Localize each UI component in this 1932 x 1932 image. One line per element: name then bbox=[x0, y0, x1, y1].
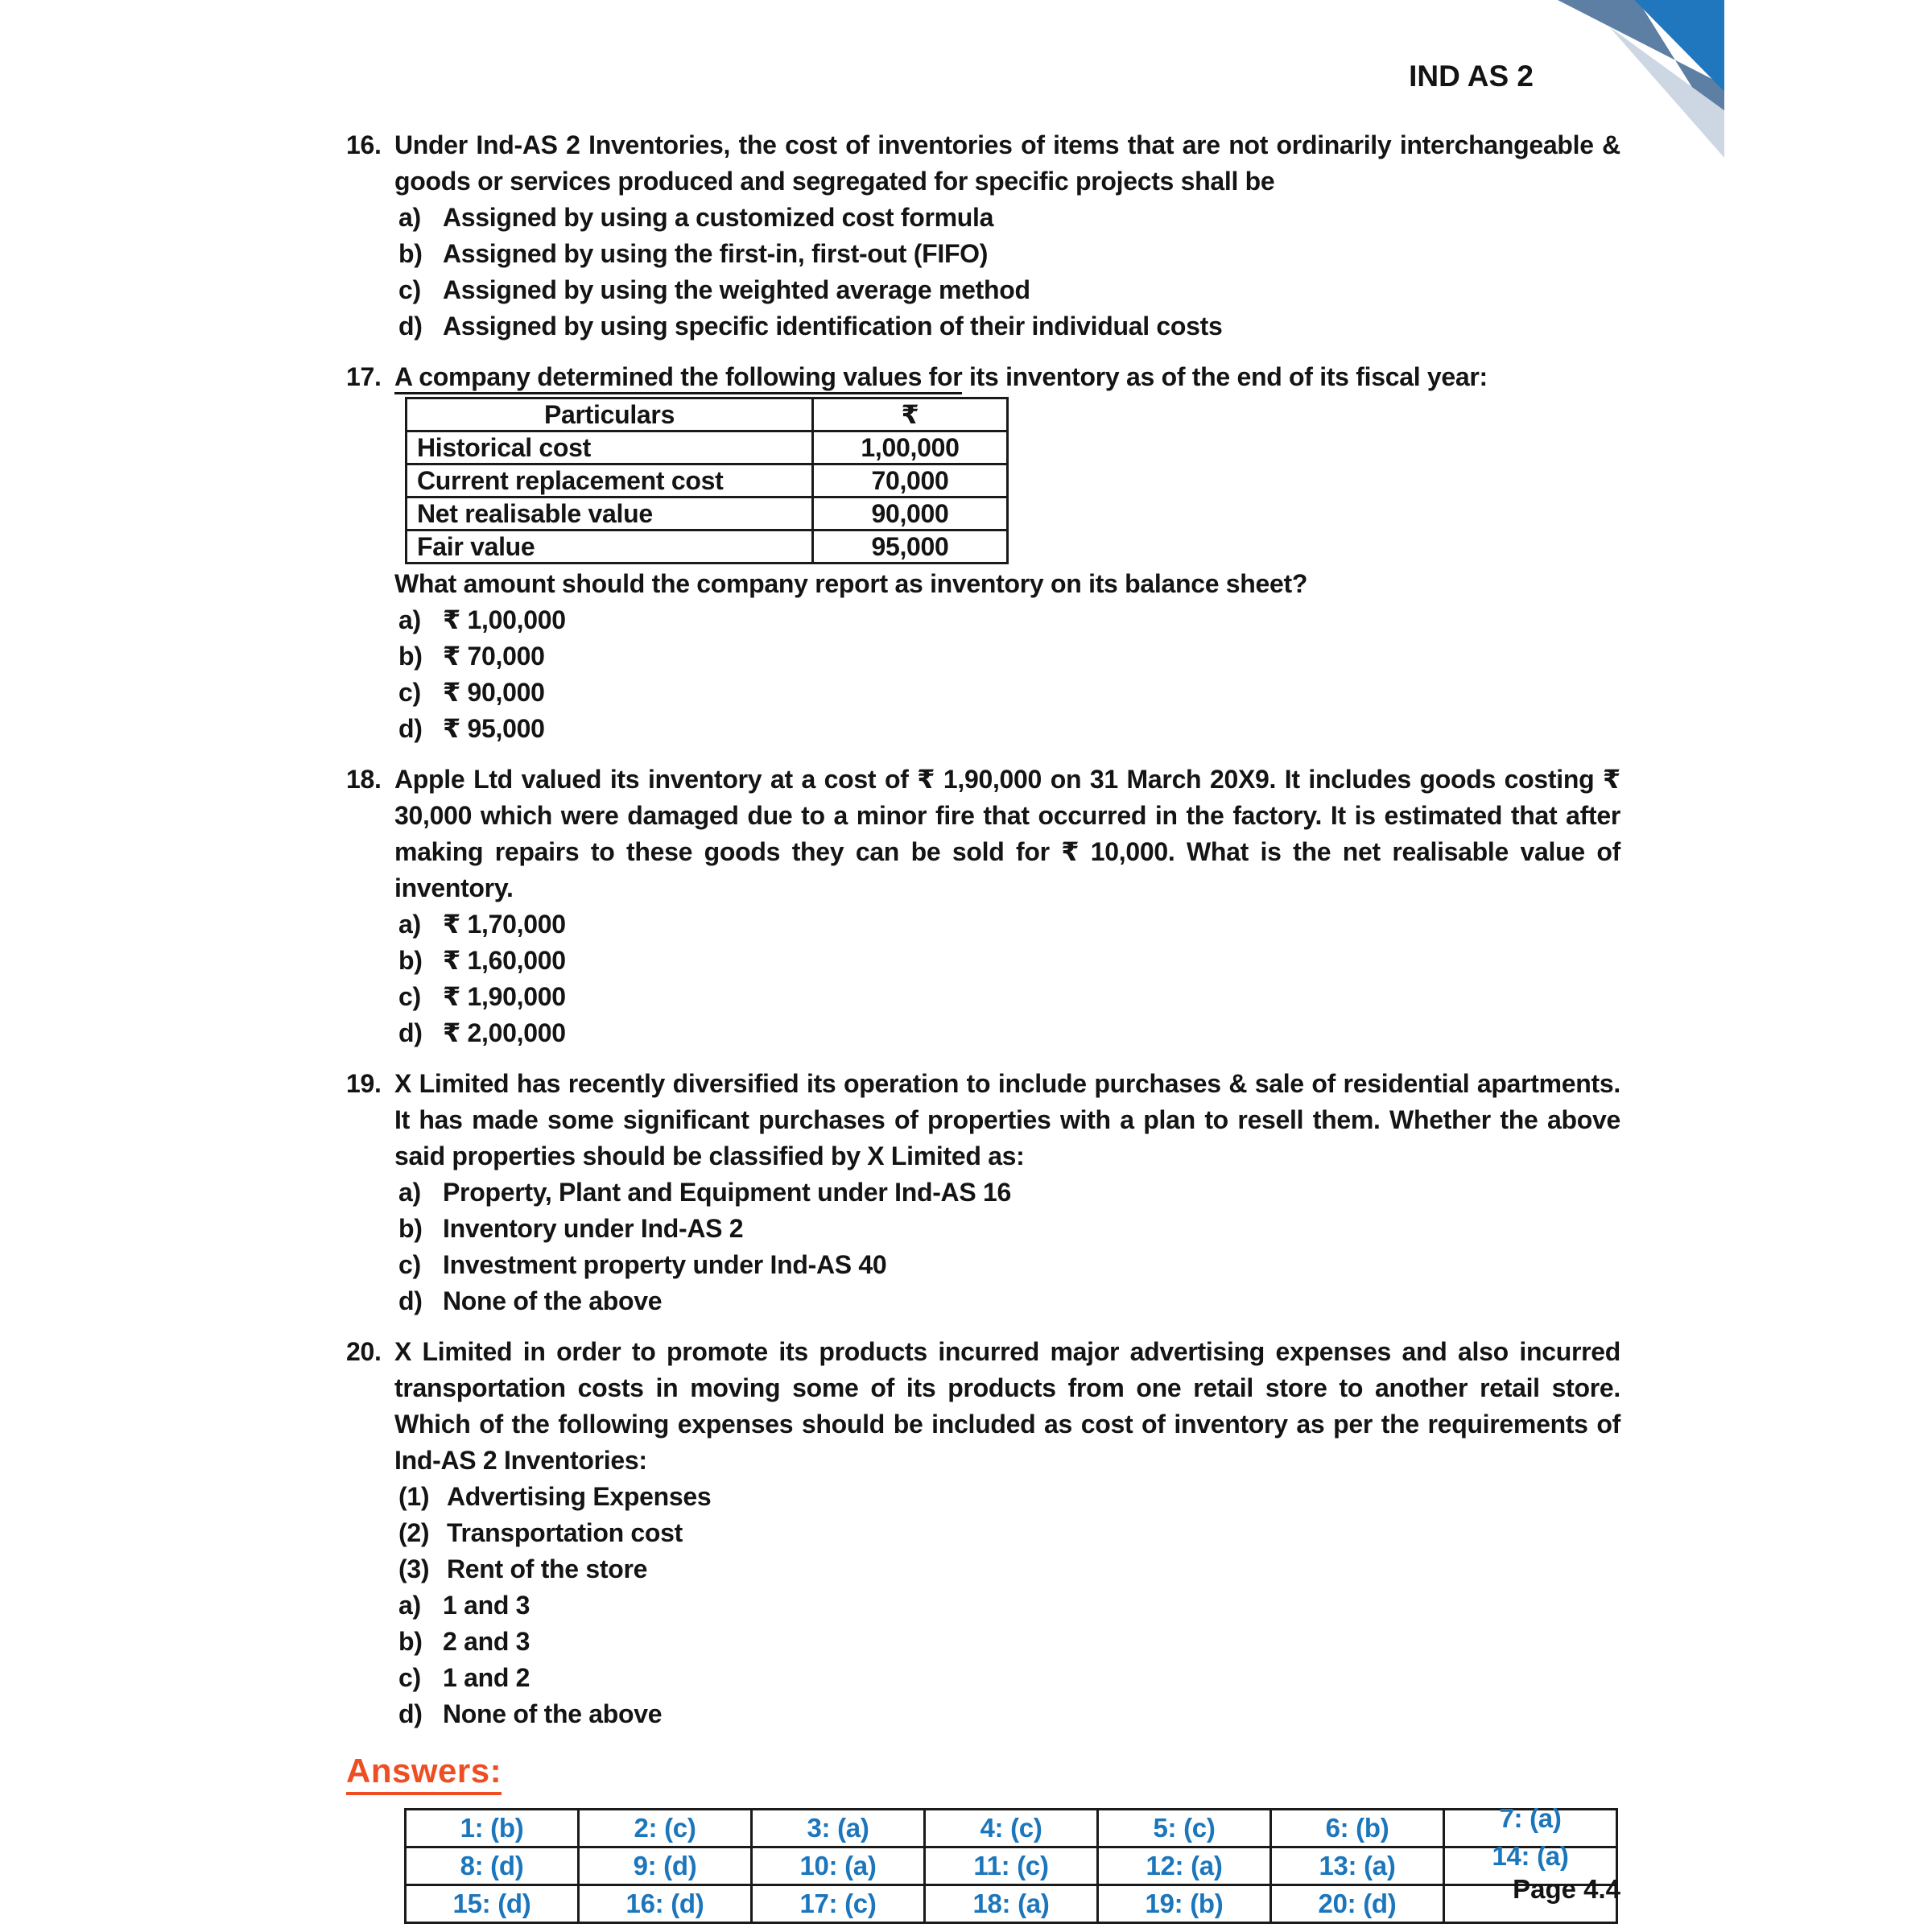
table-row bbox=[407, 497, 1008, 530]
option-19-d bbox=[394, 1283, 1620, 1319]
sub-item-20-3 bbox=[394, 1551, 1620, 1587]
answer-value: 2: (c) bbox=[634, 1813, 696, 1843]
table-cell-particulars: Historical cost bbox=[407, 431, 813, 464]
question-stem: Under Ind-AS 2 Inventories, the cost of inventories of items that are not ordinarily interchangeable & goods or services produced and segregated for specific projects shall be bbox=[394, 130, 1620, 196]
table-cell-amount: 90,000 bbox=[813, 497, 1008, 530]
option-text: ₹ 70,000 bbox=[443, 642, 545, 671]
option-letter: b) bbox=[398, 1627, 423, 1656]
option-letter: c) bbox=[398, 1250, 421, 1279]
answer-value: 12: (a) bbox=[1146, 1851, 1223, 1880]
option-19-a bbox=[394, 1174, 1620, 1211]
page-header-title: IND AS 2 bbox=[1409, 60, 1534, 93]
questions-container bbox=[346, 127, 1620, 1732]
option-16-a bbox=[394, 200, 1620, 236]
option-letter: d) bbox=[398, 1699, 423, 1728]
question-number: 18. bbox=[346, 765, 382, 794]
option-text: 2 and 3 bbox=[443, 1627, 530, 1656]
option-text: Assigned by using the weighted average method bbox=[443, 275, 1030, 304]
question-number: 20. bbox=[346, 1337, 382, 1366]
sub-item-20-1 bbox=[394, 1479, 1620, 1515]
answers-table bbox=[404, 1803, 1618, 1924]
table-cell-particulars: Net realisable value bbox=[407, 497, 813, 530]
option-text: 1 and 3 bbox=[443, 1591, 530, 1620]
question-body bbox=[394, 127, 1620, 345]
option-18-c bbox=[394, 979, 1620, 1015]
table-row bbox=[407, 464, 1008, 497]
option-letter: d) bbox=[398, 1018, 423, 1047]
option-20-d bbox=[394, 1696, 1620, 1732]
question-stem: Apple Ltd valued its inventory at a cost of ₹ 1,90,000 on 31 March 20X9. It includes goods costing ₹ 30,000 which were damaged due to a minor fire that occurred in the factory. It is estimated that after making repairs to these goods they can be sold for ₹ 10,000. What is the net realisable value of inventory. bbox=[394, 765, 1620, 902]
option-letter: d) bbox=[398, 312, 423, 341]
option-letter: a) bbox=[398, 605, 421, 634]
question-list bbox=[346, 127, 1620, 1924]
answer-value: 8: (d) bbox=[460, 1851, 524, 1880]
sub-item-text: Advertising Expenses bbox=[447, 1482, 712, 1511]
answer-value: 9: (d) bbox=[633, 1851, 697, 1880]
table-cell-amount: 1,00,000 bbox=[813, 431, 1008, 464]
option-text: None of the above bbox=[443, 1699, 663, 1728]
answer-value: 14: (a) bbox=[1492, 1841, 1569, 1871]
sub-item-marker: (3) bbox=[398, 1554, 430, 1583]
table-row bbox=[407, 530, 1008, 564]
option-text: Assigned by using a customized cost formula bbox=[443, 203, 994, 232]
question-number: 17. bbox=[346, 362, 382, 391]
answer-value: 6: (b) bbox=[1325, 1813, 1389, 1843]
option-19-b bbox=[394, 1211, 1620, 1247]
option-letter: c) bbox=[398, 1663, 421, 1692]
answer-value: 11: (c) bbox=[973, 1851, 1049, 1880]
question-19 bbox=[346, 1066, 1620, 1319]
answer-value: 10: (a) bbox=[799, 1851, 877, 1880]
option-17-c bbox=[394, 675, 1620, 711]
answer-cell bbox=[579, 1810, 752, 1847]
option-16-c bbox=[394, 272, 1620, 308]
answer-cell bbox=[752, 1810, 925, 1847]
sub-item-marker: (1) bbox=[398, 1482, 430, 1511]
underlined-text: A company determined the following values for bbox=[394, 362, 962, 394]
option-text: Inventory under Ind-AS 2 bbox=[443, 1214, 744, 1243]
option-16-d bbox=[394, 308, 1620, 345]
option-letter: d) bbox=[398, 714, 423, 743]
question-18 bbox=[346, 762, 1620, 1051]
option-20-b bbox=[394, 1624, 1620, 1660]
option-letter: a) bbox=[398, 1178, 421, 1207]
table-cell-amount: 70,000 bbox=[813, 464, 1008, 497]
option-text: ₹ 95,000 bbox=[443, 714, 545, 743]
option-letter: a) bbox=[398, 203, 421, 232]
question-body bbox=[394, 359, 1620, 747]
option-18-a bbox=[394, 906, 1620, 943]
option-letter: a) bbox=[398, 910, 421, 939]
option-18-d bbox=[394, 1015, 1620, 1051]
option-letter: d) bbox=[398, 1286, 423, 1315]
table-header-cell: ₹ bbox=[813, 398, 1008, 431]
option-text: 1 and 2 bbox=[443, 1663, 530, 1692]
answer-cell bbox=[925, 1810, 1098, 1847]
answer-value: 5: (c) bbox=[1153, 1813, 1216, 1843]
option-text: ₹ 1,70,000 bbox=[443, 910, 566, 939]
option-17-b bbox=[394, 638, 1620, 675]
answer-value: 3: (a) bbox=[807, 1813, 869, 1843]
option-16-b bbox=[394, 236, 1620, 272]
question-20 bbox=[346, 1334, 1620, 1732]
question-17 bbox=[346, 359, 1620, 747]
page-footer: Page 4.4 bbox=[1513, 1874, 1620, 1904]
answer-value: 7: (a) bbox=[1499, 1803, 1562, 1833]
sub-item-text: Rent of the store bbox=[447, 1554, 648, 1583]
option-17-a bbox=[394, 602, 1620, 638]
question-body bbox=[394, 1066, 1620, 1319]
answer-cell bbox=[406, 1810, 579, 1847]
option-text: ₹ 1,60,000 bbox=[443, 946, 566, 975]
question-number: 19. bbox=[346, 1069, 382, 1098]
question-stem: X Limited has recently diversified its operation to include purchases & sale of residential apartments. It has made some significant purchases of properties with a plan to resell them. Whether the above said properties should be classified by X Limited as: bbox=[394, 1069, 1620, 1170]
table-row bbox=[407, 431, 1008, 464]
option-letter: c) bbox=[398, 275, 421, 304]
question-stem: X Limited in order to promote its products incurred major advertising expenses and also incurred transportation costs in moving some of its products from one retail store to another retail store. Which of the following expenses should be included as cost of inventory as per the requirements of Ind-AS 2 Inventories: bbox=[394, 1337, 1620, 1475]
option-17-d bbox=[394, 711, 1620, 747]
table-header-cell: Particulars bbox=[407, 398, 813, 431]
option-20-c bbox=[394, 1660, 1620, 1696]
option-text: ₹ 2,00,000 bbox=[443, 1018, 566, 1047]
answers-row bbox=[406, 1810, 1617, 1847]
option-text: ₹ 1,90,000 bbox=[443, 982, 566, 1011]
option-letter: b) bbox=[398, 946, 423, 975]
question-stem-continued: What amount should the company report as inventory on its balance sheet? bbox=[394, 569, 1308, 598]
answer-cell bbox=[1271, 1810, 1444, 1847]
option-text: Assigned by using specific identification of their individual costs bbox=[443, 312, 1223, 341]
sub-item-text: Transportation cost bbox=[447, 1518, 683, 1547]
inventory-table bbox=[405, 397, 1009, 564]
answer-value: 19: (b) bbox=[1145, 1889, 1224, 1918]
answer-value: 13: (a) bbox=[1319, 1851, 1396, 1880]
table-cell-amount: 95,000 bbox=[813, 530, 1008, 564]
option-text: Property, Plant and Equipment under Ind-AS 16 bbox=[443, 1178, 1011, 1207]
option-text: Investment property under Ind-AS 40 bbox=[443, 1250, 887, 1279]
option-text: Assigned by using the first-in, first-out (FIFO) bbox=[443, 239, 989, 268]
option-letter: b) bbox=[398, 642, 423, 671]
option-text: ₹ 90,000 bbox=[443, 678, 545, 707]
answer-cell bbox=[1098, 1810, 1271, 1847]
answer-value: 17: (c) bbox=[799, 1889, 877, 1918]
table-cell-particulars: Current replacement cost bbox=[407, 464, 813, 497]
option-letter: b) bbox=[398, 1214, 423, 1243]
answer-value: 20: (d) bbox=[1318, 1889, 1397, 1918]
option-letter: c) bbox=[398, 982, 421, 1011]
question-stem: A company determined the following values for its inventory as of the end of its fiscal year: bbox=[394, 359, 1620, 395]
answer-value: 4: (c) bbox=[980, 1813, 1042, 1843]
option-letter: a) bbox=[398, 1591, 421, 1620]
question-16 bbox=[346, 127, 1620, 345]
sub-item-20-2 bbox=[394, 1515, 1620, 1551]
option-18-b bbox=[394, 943, 1620, 979]
option-20-a bbox=[394, 1587, 1620, 1624]
sub-item-marker: (2) bbox=[398, 1518, 430, 1547]
option-text: None of the above bbox=[443, 1286, 663, 1315]
answers-heading: Answers: bbox=[346, 1752, 502, 1795]
answer-value: 15: (d) bbox=[452, 1889, 531, 1918]
question-body bbox=[394, 762, 1620, 1051]
question-number: 16. bbox=[346, 130, 382, 159]
option-text: ₹ 1,00,000 bbox=[443, 605, 566, 634]
option-19-c bbox=[394, 1247, 1620, 1283]
table-cell-particulars: Fair value bbox=[407, 530, 813, 564]
question-body bbox=[394, 1334, 1620, 1732]
option-letter: b) bbox=[398, 239, 423, 268]
answer-value: 16: (d) bbox=[625, 1889, 704, 1918]
answer-value: 1: (b) bbox=[460, 1813, 524, 1843]
option-letter: c) bbox=[398, 678, 421, 707]
answer-value: 18: (a) bbox=[972, 1889, 1050, 1918]
table-header-row bbox=[407, 398, 1008, 431]
